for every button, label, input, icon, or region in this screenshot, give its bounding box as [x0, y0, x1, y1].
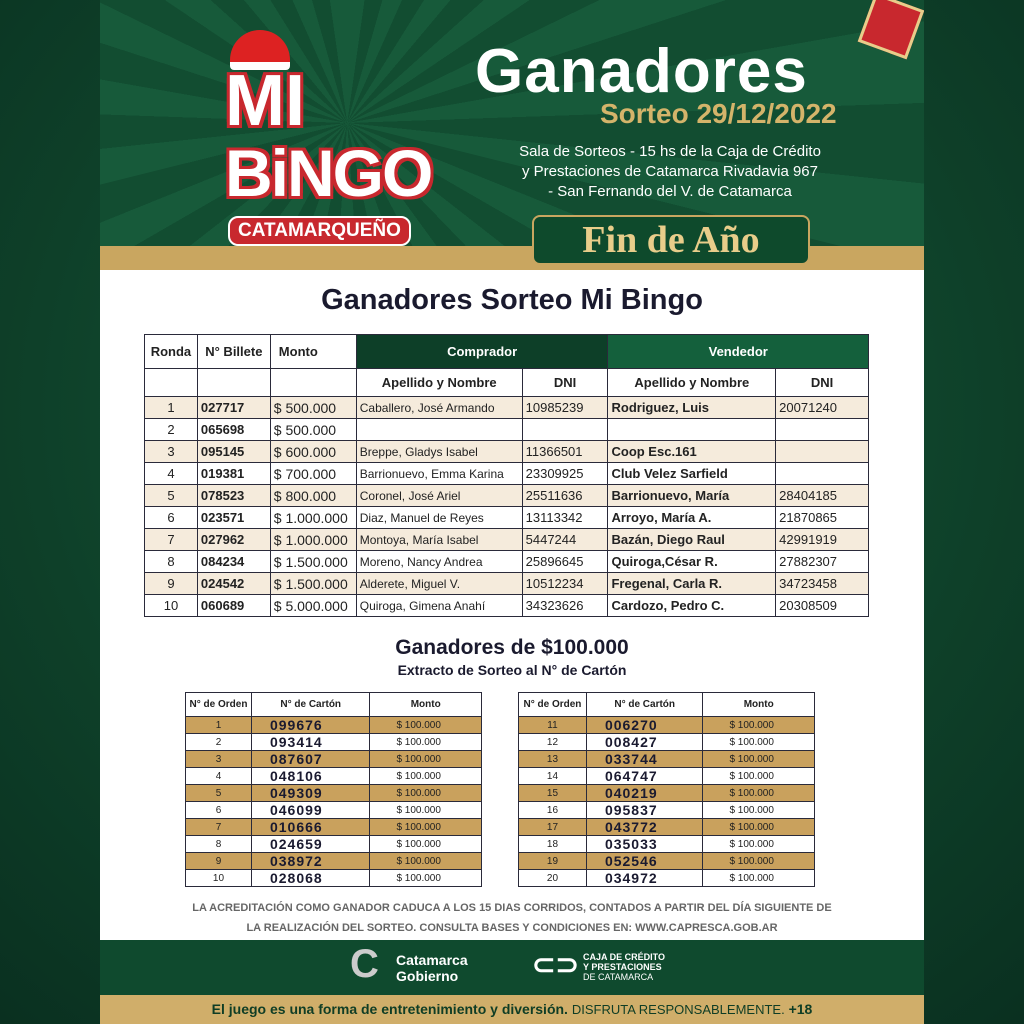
header-vendedor: Vendedor	[608, 335, 869, 369]
cell-monto: $ 100.000	[703, 785, 815, 802]
prize-row	[519, 785, 815, 802]
header-orden: N° de Orden	[186, 693, 252, 717]
table-row	[145, 463, 869, 485]
header-monto: Monto	[703, 693, 815, 717]
cell-vendedor-dni: 20308509	[776, 595, 869, 617]
cell-comprador-dni: 5447244	[522, 529, 608, 551]
cell-monto: $ 100.000	[370, 870, 482, 887]
cell-vendedor-nombre: Cardozo, Pedro C.	[608, 595, 776, 617]
cell-carton: 028068	[251, 870, 369, 887]
cell-carton: 093414	[251, 734, 369, 751]
cell-monto: $ 100.000	[370, 785, 482, 802]
cell-orden: 15	[519, 785, 587, 802]
cell-billete: 024542	[197, 573, 270, 595]
cell-carton: 038972	[251, 853, 369, 870]
cell-orden: 16	[519, 802, 587, 819]
cell-billete: 084234	[197, 551, 270, 573]
header	[100, 0, 924, 246]
header-monto: Monto	[370, 693, 482, 717]
cell-monto: $ 100.000	[370, 717, 482, 734]
cell-vendedor-nombre: Club Velez Sarfield	[608, 463, 776, 485]
notice	[100, 898, 924, 938]
cell-vendedor-nombre: Bazán, Diego Raul	[608, 529, 776, 551]
cell-carton: 006270	[586, 717, 702, 734]
logo-mi: MI	[225, 61, 305, 141]
cell-monto: $ 700.000	[270, 463, 356, 485]
cell-monto: $ 1.500.000	[270, 551, 356, 573]
table-row	[145, 573, 869, 595]
table-row	[145, 397, 869, 419]
prize-row	[519, 802, 815, 819]
cell-vendedor-nombre: Fregenal, Carla R.	[608, 573, 776, 595]
header-ronda: Ronda	[145, 335, 198, 369]
table-row	[145, 485, 869, 507]
cell-billete: 078523	[197, 485, 270, 507]
cell-billete: 023571	[197, 507, 270, 529]
cell-monto: $ 100.000	[370, 836, 482, 853]
cell-comprador-nombre: Barrionuevo, Emma Karina	[356, 463, 522, 485]
logo-text: CAJA DE CRÉDITO	[583, 952, 666, 962]
cell-billete: 027962	[197, 529, 270, 551]
cell-carton: 010666	[251, 819, 369, 836]
table-row	[145, 441, 869, 463]
footer	[100, 940, 924, 995]
header-vendedor-dni: DNI	[776, 369, 869, 397]
cell-monto: $ 100.000	[370, 819, 482, 836]
secondary-subtitle: Extracto de Sorteo al N° de Cartón	[397, 662, 627, 678]
prize-table-right	[518, 692, 815, 887]
cell-monto: $ 100.000	[703, 751, 815, 768]
cell-vendedor-nombre: Coop Esc.161	[608, 441, 776, 463]
slogan: El juego es una forma de entretenimiento y diversión.	[211, 1001, 568, 1017]
cell-orden: 7	[186, 819, 252, 836]
cell-monto: $ 100.000	[703, 836, 815, 853]
prize-row	[186, 819, 482, 836]
cell-ronda: 7	[145, 529, 198, 551]
cell-comprador-dni: 13113342	[522, 507, 608, 529]
cell-vendedor-dni	[776, 441, 869, 463]
cell-ronda: 5	[145, 485, 198, 507]
prize-row	[519, 836, 815, 853]
cell-ronda: 2	[145, 419, 198, 441]
cell-orden: 3	[186, 751, 252, 768]
cell-orden: 10	[186, 870, 252, 887]
cell-monto: $ 800.000	[270, 485, 356, 507]
cell-carton: 087607	[251, 751, 369, 768]
cell-comprador-dni: 23309925	[522, 463, 608, 485]
cell-comprador-nombre: Coronel, José Ariel	[356, 485, 522, 507]
address-line: y Prestaciones de Catamarca Rivadavia 967	[522, 163, 818, 180]
table-row	[145, 595, 869, 617]
cell-comprador-dni: 10512234	[522, 573, 608, 595]
prize-row	[186, 768, 482, 785]
cell-carton: 049309	[251, 785, 369, 802]
cell-ronda: 3	[145, 441, 198, 463]
table-row	[145, 551, 869, 573]
header-comprador: Comprador	[356, 335, 608, 369]
cell-carton: 052546	[586, 853, 702, 870]
cell-vendedor-dni: 21870865	[776, 507, 869, 529]
prize-row	[519, 717, 815, 734]
address-line: Sala de Sorteos - 15 hs de la Caja de Crédito	[519, 143, 821, 160]
cell-comprador-dni: 10985239	[522, 397, 608, 419]
cell-monto: $ 100.000	[703, 819, 815, 836]
cell-orden: 5	[186, 785, 252, 802]
catamarca-logo-icon: C	[350, 942, 379, 986]
table-row	[145, 507, 869, 529]
cell-carton: 064747	[586, 768, 702, 785]
cell-vendedor-dni: 20071240	[776, 397, 869, 419]
prize-table-left	[185, 692, 482, 887]
cell-monto: $ 100.000	[370, 768, 482, 785]
cell-comprador-nombre: Quiroga, Gimena Anahí	[356, 595, 522, 617]
cell-vendedor-nombre	[608, 419, 776, 441]
cell-comprador-nombre: Montoya, María Isabel	[356, 529, 522, 551]
cell-monto: $ 100.000	[703, 734, 815, 751]
cell-carton: 099676	[251, 717, 369, 734]
cell-orden: 11	[519, 717, 587, 734]
cell-carton: 046099	[251, 802, 369, 819]
cell-monto: $ 100.000	[703, 870, 815, 887]
cell-orden: 6	[186, 802, 252, 819]
catamarca-gobierno-logo	[396, 952, 468, 984]
table-row	[145, 529, 869, 551]
cell-monto: $ 100.000	[370, 751, 482, 768]
cell-orden: 12	[519, 734, 587, 751]
draw-date: Sorteo 29/12/2022	[600, 98, 837, 129]
cell-monto: $ 600.000	[270, 441, 356, 463]
cell-vendedor-dni	[776, 463, 869, 485]
cell-comprador-dni: 34323626	[522, 595, 608, 617]
cell-vendedor-nombre: Quiroga,César R.	[608, 551, 776, 573]
prize-row	[519, 768, 815, 785]
logo-sub: CATAMARQUEÑO	[228, 216, 411, 246]
header-vendedor-nombre: Apellido y Nombre	[608, 369, 776, 397]
cell-carton: 040219	[586, 785, 702, 802]
cell-comprador-dni: 25511636	[522, 485, 608, 507]
cell-orden: 20	[519, 870, 587, 887]
header-comprador-nombre: Apellido y Nombre	[356, 369, 522, 397]
fin-de-ano-badge: Fin de Año	[532, 215, 810, 265]
age-limit: +18	[788, 1001, 813, 1017]
cell-orden: 8	[186, 836, 252, 853]
capresca-logo	[583, 952, 665, 982]
cell-orden: 4	[186, 768, 252, 785]
header-orden: N° de Orden	[519, 693, 587, 717]
cell-comprador-nombre: Alderete, Miguel V.	[356, 573, 522, 595]
address-line: - San Fernando del V. de Catamarca	[548, 183, 792, 200]
capresca-logo-icon: ⊂⊃	[532, 949, 579, 980]
cell-ronda: 1	[145, 397, 198, 419]
cell-monto: $ 100.000	[370, 802, 482, 819]
cell-carton: 043772	[586, 819, 702, 836]
cell-monto: $ 1.500.000	[270, 573, 356, 595]
notice-line: LA REALIZACIÓN DEL SORTEO. CONSULTA BASES Y CONDICIONES EN: WWW.CAPRESCA.GOB.AR	[246, 922, 778, 934]
cell-carton: 095837	[586, 802, 702, 819]
cell-comprador-nombre: Caballero, José Armando	[356, 397, 522, 419]
prize-row	[186, 717, 482, 734]
prize-row	[519, 853, 815, 870]
cell-ronda: 10	[145, 595, 198, 617]
cell-ronda: 6	[145, 507, 198, 529]
cell-carton: 008427	[586, 734, 702, 751]
prize-row	[186, 785, 482, 802]
cell-orden: 19	[519, 853, 587, 870]
cell-billete: 095145	[197, 441, 270, 463]
prize-row	[519, 751, 815, 768]
cell-carton: 033744	[586, 751, 702, 768]
cell-monto: $ 100.000	[703, 853, 815, 870]
cell-carton: 034972	[586, 870, 702, 887]
logo-text: Gobierno	[396, 968, 459, 984]
cell-billete: 060689	[197, 595, 270, 617]
prize-row	[519, 870, 815, 887]
address	[500, 142, 840, 202]
cell-monto: $ 100.000	[703, 802, 815, 819]
cell-comprador-nombre: Moreno, Nancy Andrea	[356, 551, 522, 573]
header-comprador-dni: DNI	[522, 369, 608, 397]
gift-icon	[858, 0, 924, 59]
cell-comprador-nombre	[356, 419, 522, 441]
cell-vendedor-dni: 42991919	[776, 529, 869, 551]
cell-comprador-dni: 11366501	[522, 441, 608, 463]
prize-row	[519, 819, 815, 836]
cell-carton: 035033	[586, 836, 702, 853]
cell-orden: 1	[186, 717, 252, 734]
cell-ronda: 8	[145, 551, 198, 573]
cell-monto: $ 1.000.000	[270, 529, 356, 551]
page-title: Ganadores	[475, 37, 808, 106]
cell-monto: $ 1.000.000	[270, 507, 356, 529]
cell-comprador-dni	[522, 419, 608, 441]
cell-vendedor-nombre: Rodriguez, Luis	[608, 397, 776, 419]
cell-orden: 18	[519, 836, 587, 853]
prize-row	[186, 836, 482, 853]
cell-vendedor-nombre: Barrionuevo, María	[608, 485, 776, 507]
cell-carton: 024659	[251, 836, 369, 853]
prize-row	[186, 853, 482, 870]
prize-row	[186, 751, 482, 768]
prize-row	[519, 734, 815, 751]
prize-row	[186, 870, 482, 887]
cell-orden: 17	[519, 819, 587, 836]
cell-vendedor-dni: 34723458	[776, 573, 869, 595]
cell-ronda: 9	[145, 573, 198, 595]
cell-monto: $ 100.000	[370, 734, 482, 751]
cell-monto: $ 100.000	[703, 717, 815, 734]
prize-row	[186, 802, 482, 819]
cell-comprador-dni: 25896645	[522, 551, 608, 573]
cell-vendedor-dni	[776, 419, 869, 441]
cell-comprador-nombre: Diaz, Manuel de Reyes	[356, 507, 522, 529]
cell-billete: 027717	[197, 397, 270, 419]
prize-row	[186, 734, 482, 751]
cell-billete: 019381	[197, 463, 270, 485]
responsible-text: DISFRUTA RESPONSABLEMENTE.	[571, 1002, 785, 1017]
cell-orden: 2	[186, 734, 252, 751]
logo-bingo: BiNGO	[225, 136, 432, 210]
logo-text: DE CATAMARCA	[583, 972, 654, 982]
main-title: Ganadores Sorteo Mi Bingo	[321, 284, 703, 316]
cell-orden: 13	[519, 751, 587, 768]
secondary-title: Ganadores de $100.000	[395, 636, 629, 659]
notice-line: LA ACREDITACIÓN COMO GANADOR CADUCA A LOS 15 DIAS CORRIDOS, CONTADOS A PARTIR DEL DÍA SIGUIENTE DE	[192, 902, 832, 914]
cell-vendedor-nombre: Arroyo, María A.	[608, 507, 776, 529]
logo-text: Y PRESTACIONES	[583, 962, 662, 972]
header-carton: N° de Cartón	[586, 693, 702, 717]
cell-monto: $ 5.000.000	[270, 595, 356, 617]
poster	[100, 0, 924, 1024]
cell-orden: 14	[519, 768, 587, 785]
cell-billete: 065698	[197, 419, 270, 441]
cell-ronda: 4	[145, 463, 198, 485]
table-row	[145, 419, 869, 441]
cell-vendedor-dni: 27882307	[776, 551, 869, 573]
header-billete: N° Billete	[197, 335, 270, 369]
header-monto: Monto	[270, 335, 356, 369]
cell-orden: 9	[186, 853, 252, 870]
slogan-bar	[100, 995, 924, 1024]
header-carton: N° de Cartón	[251, 693, 369, 717]
cell-carton: 048106	[251, 768, 369, 785]
logo-text: Catamarca	[396, 952, 468, 968]
cell-monto: $ 100.000	[703, 768, 815, 785]
cell-vendedor-dni: 28404185	[776, 485, 869, 507]
main-winners-table	[144, 334, 869, 617]
cell-monto: $ 500.000	[270, 419, 356, 441]
cell-monto: $ 100.000	[370, 853, 482, 870]
cell-monto: $ 500.000	[270, 397, 356, 419]
cell-comprador-nombre: Breppe, Gladys Isabel	[356, 441, 522, 463]
